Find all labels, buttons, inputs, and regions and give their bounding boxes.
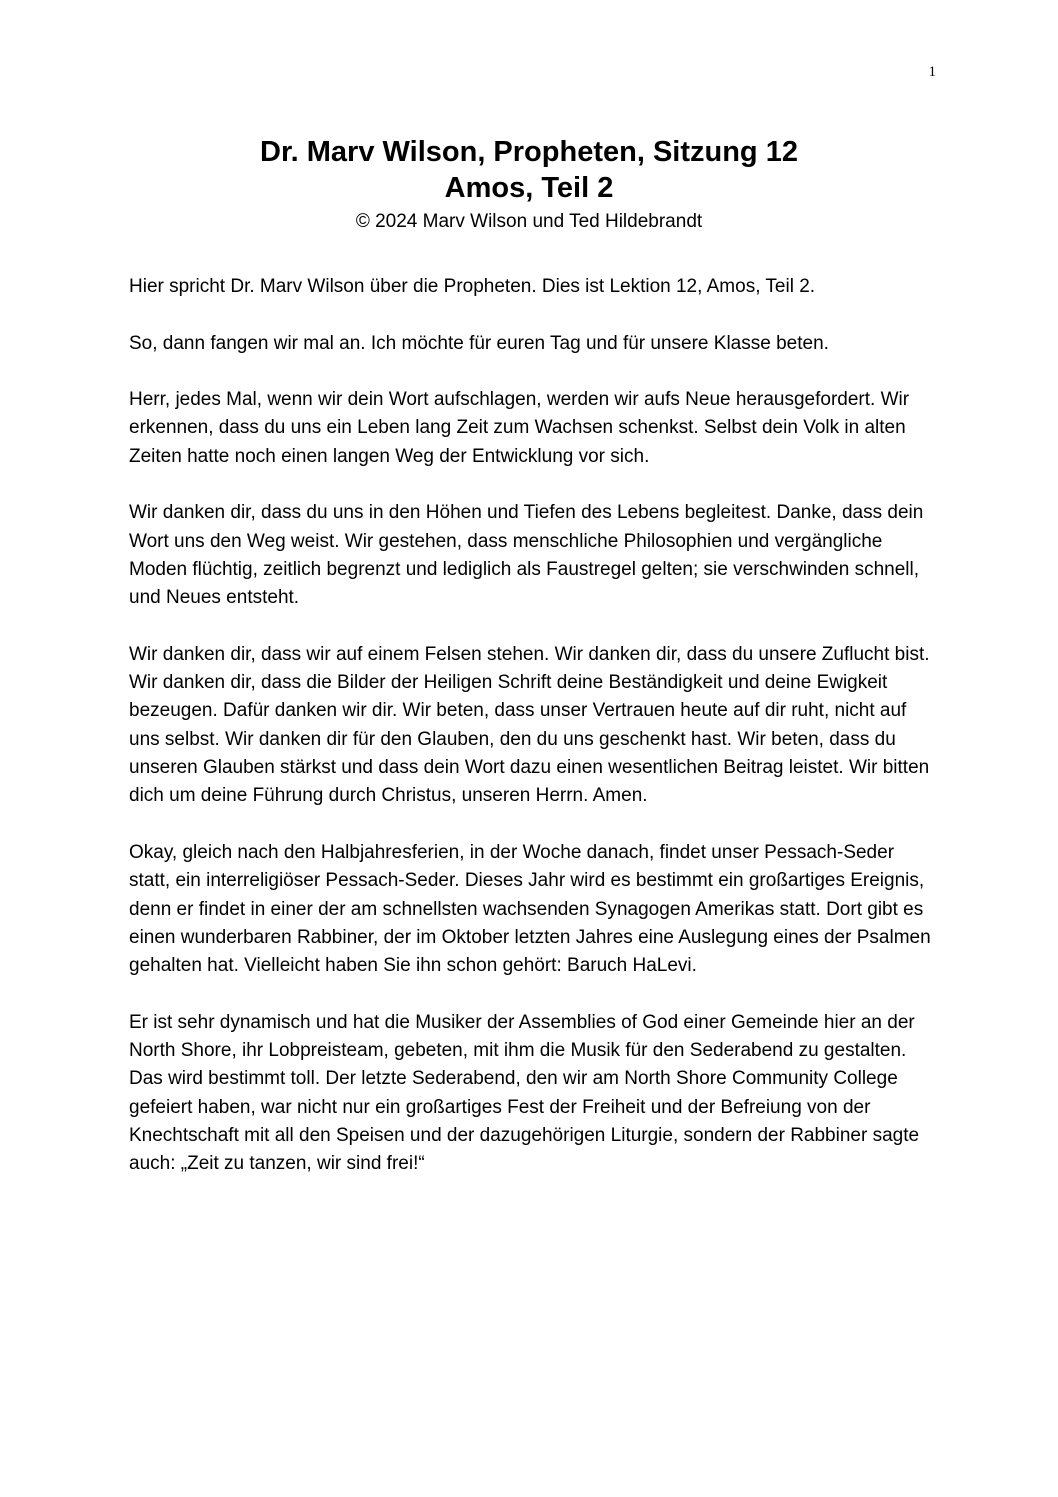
paragraph-prayer-3: Wir danken dir, dass wir auf einem Felsen stehen. Wir danken dir, dass du unsere Zuflucht bist. Wir danken dir, dass die Bilder der Heiligen Schrift deine Beständigkeit und deine Ewigkeit bezeugen. Dafür danken wir dir. Wir beten, dass unser Vertrauen heute auf dir ruht, nicht auf uns selbst. Wir danken dir für den Glauben, den du uns geschenkt hast. Wir beten, dass du unseren Glauben stärkst und dass dein Wort dazu einen wesentlichen Beitrag leistet. Wir bitten dich um deine Führung durch Christus, unseren Herrn. Amen. xyxy=(129,643,930,807)
document-header xyxy=(0,134,1058,234)
paragraph-prayer-1: Herr, jedes Mal, wenn wir dein Wort aufschlagen, werden wir aufs Neue herausgefordert. Wir erkennen, dass du uns ein Leben lang Zeit zum Wachsen schenkst. Selbst dein Volk in alten Zeiten hatte noch einen langen Weg der Entwicklung vor sich. xyxy=(129,389,910,467)
document-body xyxy=(129,273,934,1207)
paragraph-prayer-2: Wir danken dir, dass du uns in den Höhen und Tiefen des Lebens begleitest. Danke, dass dein Wort uns den Weg weist. Wir gestehen, dass menschliche Philosophien und vergängliche Moden flüchtig, zeitlich begrenzt und lediglich als Faustregel gelten; sie verschwinden schnell, und Neues entsteht. xyxy=(129,502,924,609)
document-title: Dr. Marv Wilson, Propheten, Sitzung 12 xyxy=(260,136,798,168)
paragraph-seder-announcement: Okay, gleich nach den Halbjahresferien, in der Woche danach, findet unser Pessach-Seder statt, ein interreligiöser Pessach-Seder. Dieses Jahr wird es bestimmt ein großartiges Ereignis, denn er findet in einer der am schnellsten wachsenden Synagogen Amerikas statt. Dort gibt es einen wunderbaren Rabbiner, der im Oktober letzten Jahres eine Auslegung eines der Psalmen gehalten hat. Vielleicht haben Sie ihn schon gehört: Baruch HaLevi. xyxy=(129,841,931,977)
page-number: 1 xyxy=(928,64,936,80)
paragraph-opening: So, dann fangen wir mal an. Ich möchte für euren Tag und für unsere Klasse beten. xyxy=(129,332,829,354)
document-subtitle: Amos, Teil 2 xyxy=(444,172,614,204)
paragraph-seder-details: Er ist sehr dynamisch und hat die Musiker der Assemblies of God einer Gemeinde hier an der North Shore, ihr Lobpreisteam, gebeten, mit ihm die Musik für den Sederabend zu gestalten. Das wird bestimmt toll. Der letzte Sederabend, den wir am North Shore Community College gefeiert haben, war nicht nur ein großartiges Fest der Freiheit und der Befreiung von der Knechtschaft mit all den Speisen und der dazugehörigen Liturgie, sondern der Rabbiner sagte auch: „Zeit zu tanzen, wir sind frei!“ xyxy=(129,1011,920,1175)
paragraph-intro: Hier spricht Dr. Marv Wilson über die Propheten. Dies ist Lektion 12, Amos, Teil 2. xyxy=(129,276,816,297)
copyright-notice: © 2024 Marv Wilson und Ted Hildebrandt xyxy=(355,211,703,232)
